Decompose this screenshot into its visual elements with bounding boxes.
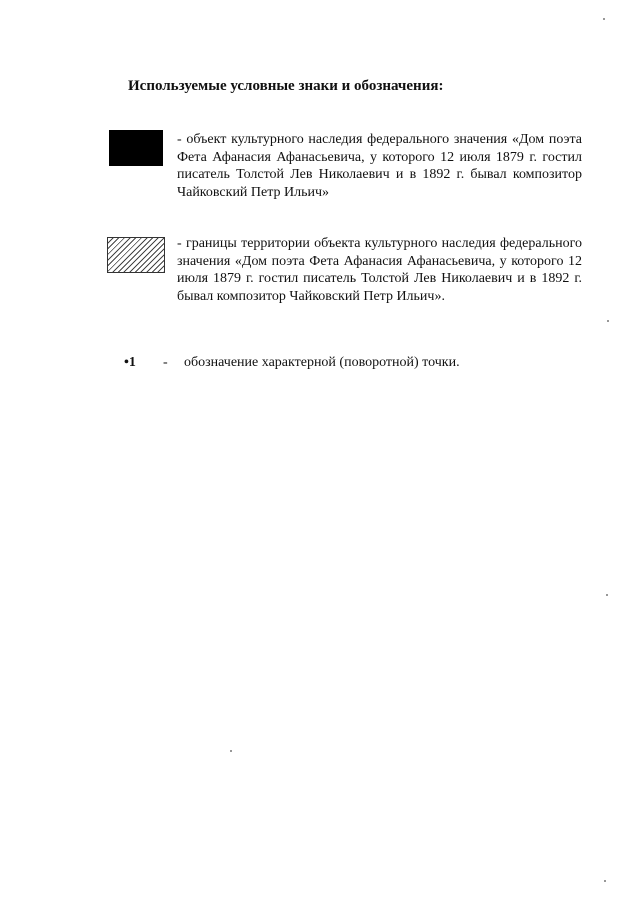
scan-speck [607,320,609,322]
turning-point-symbol: •1 [124,355,136,370]
scan-speck [603,18,605,20]
scan-speck [230,750,232,752]
heritage-object-description: - объект культурного наследия федерального значения «Дом поэта Фета Афанасия Афанасьевича, у которого 12 июля 1879 г. гостил писатель Толстой Лев Николаевич и в 1892 г. бывал композитор Чайковский Петр Ильич» [177,132,582,200]
scan-speck [606,594,608,596]
turning-point-dash: - [163,355,168,370]
territory-boundary-description: - границы территории объекта культурного наследия федерального значения «Дом поэта Фета Афанасия Афанасьевича, у которого 12 июля 1879 г. гостил писатель Толстой Лев Николаевич и в 1892 г. бывал композитор Чайковский Петр Ильич». [177,236,582,304]
legend-heading: Используемые условные знаки и обозначения: [128,78,444,94]
scan-speck [604,880,606,882]
territory-boundary-swatch [107,237,165,273]
heritage-object-swatch [109,130,163,166]
turning-point-description: обозначение характерной (поворотной) точки. [184,355,460,370]
